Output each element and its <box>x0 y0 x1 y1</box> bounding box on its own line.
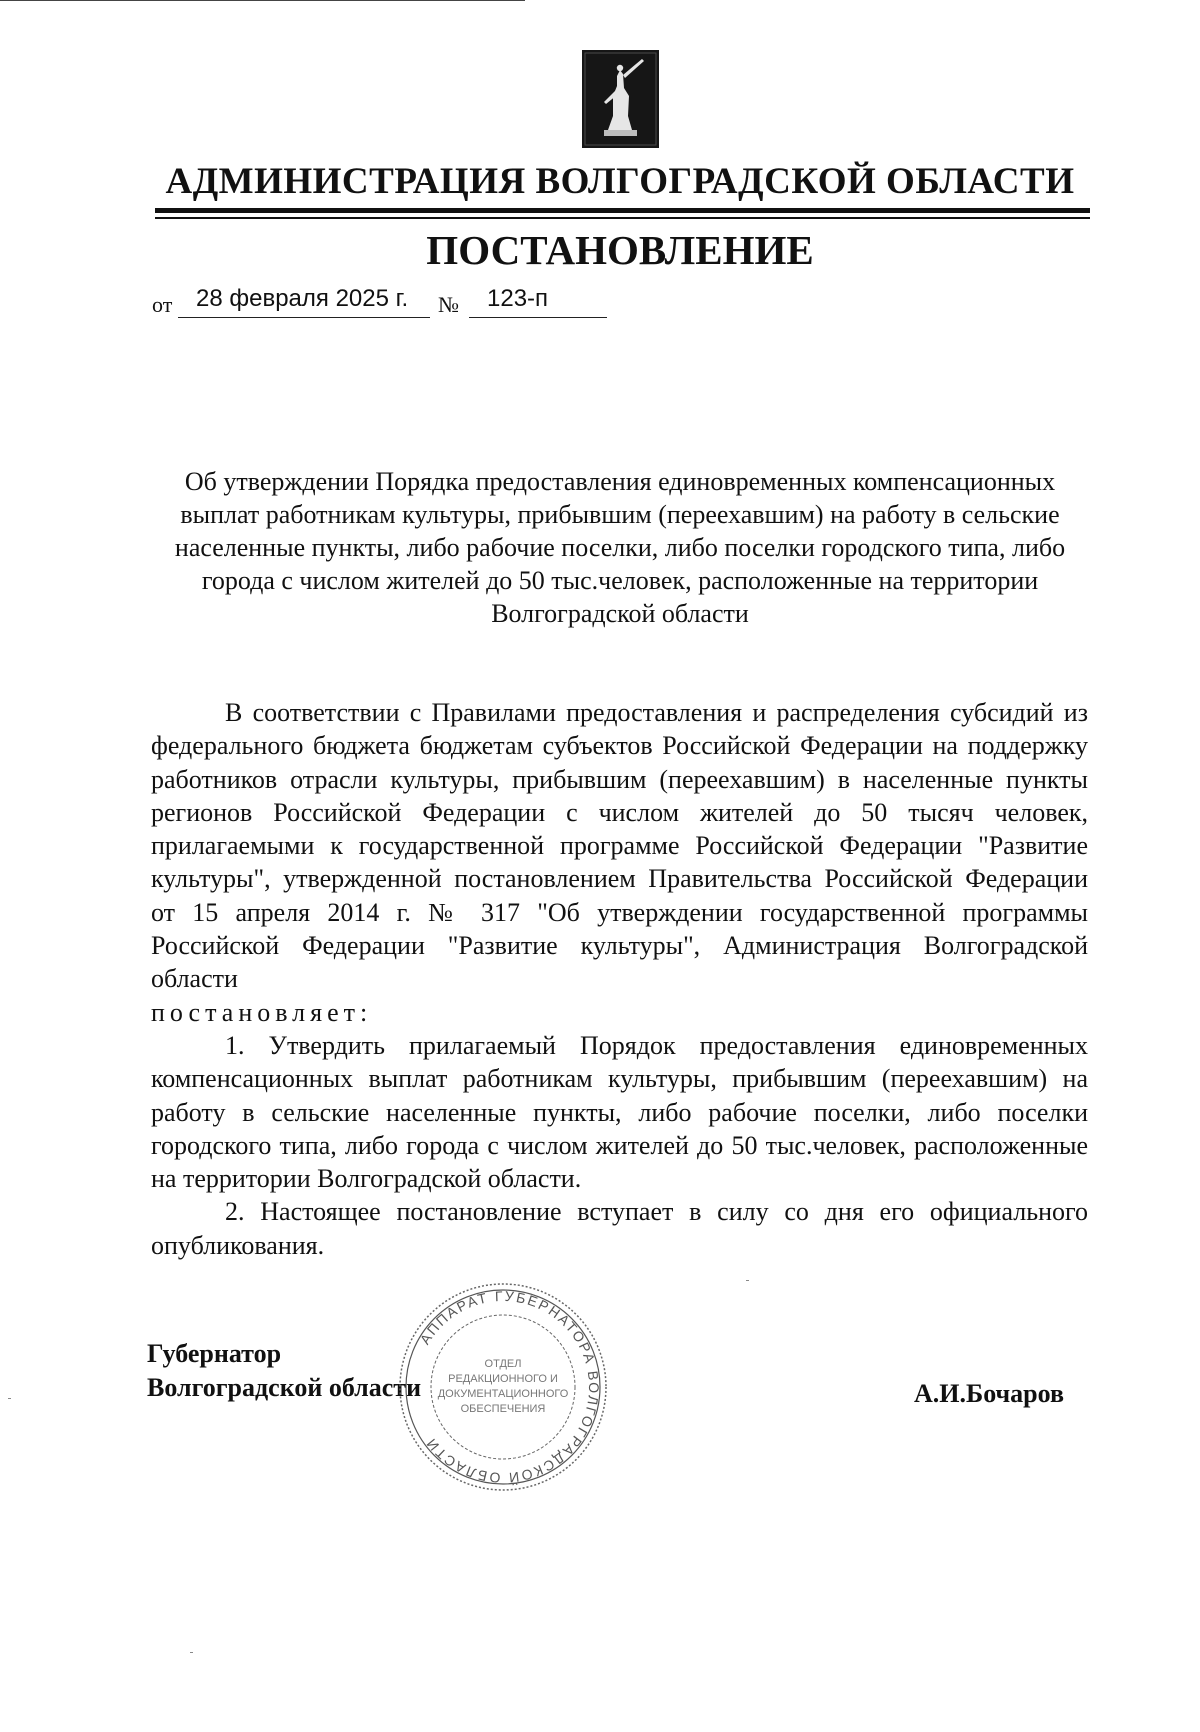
stamp-inner-line-4: ОБЕСПЕЧЕНИЯ <box>460 1403 546 1415</box>
scan-speck <box>746 1280 749 1281</box>
number-prefix: № <box>438 292 459 317</box>
stamp-inner-line-1: ОТДЕЛ <box>484 1358 522 1370</box>
stamp-inner-line-2: РЕДАКЦИОННОГО И <box>448 1373 558 1385</box>
resolution-item-1: 1. Утвердить прилагаемый Порядок предоставления единовременных компенсационных выплат работникам культуры, прибывшим (переехавшим) на работу в сельские населенные пункты, либо рабочие поселки, либо поселки городского типа, либо города с числом жителей до 50 тыс.человек, расположенные на территории Волгоградской области. <box>151 1030 1088 1194</box>
organization-name: АДМИНИСТРАЦИЯ ВОЛГОГРАДСКОЙ ОБЛАСТИ <box>165 161 1075 202</box>
stamp-inner-line-3: ДОКУМЕНТАЦИОННОГО <box>437 1388 569 1400</box>
resolves-word: постановляет: <box>151 997 373 1027</box>
registration-line <box>152 282 622 322</box>
scan-speck <box>190 1652 193 1653</box>
header-divider-thick <box>155 208 1090 213</box>
document-body <box>151 696 1088 1262</box>
stamp-outer-text: АППАРАТ ГУБЕРНАТОРА ВОЛГОГРАДСКОЙ ОБЛАСТИ <box>416 1287 603 1487</box>
document-title: Об утверждении Порядка предоставления единовременных компенсационных выплат работникам культуры, прибывшим (переехавшим) на работу в сельские населенные пункты, либо рабочие поселки, либо поселки городского типа, либо города с числом жителей до 50 тыс.человек, расположенные на территории Волгоградской области <box>174 467 1066 628</box>
signer-position-line-1: Губернатор <box>147 1339 282 1368</box>
document-number: 123-п <box>469 284 607 318</box>
signer-name: А.И.Бочаров <box>914 1379 1065 1408</box>
header-divider-thin <box>155 217 1090 219</box>
signer-position <box>147 1337 421 1405</box>
scan-speck <box>8 1398 11 1399</box>
volgograd-coat-of-arms-icon <box>582 50 659 148</box>
date-prefix: от <box>152 292 173 317</box>
document-date: 28 февраля 2025 г. <box>178 284 430 318</box>
resolution-item-2: 2. Настоящее постановление вступает в силу со дня его официального опубликования. <box>151 1197 1088 1260</box>
signer-position-line-2: Волгоградской области <box>147 1373 422 1402</box>
official-seal-stamp <box>396 1280 610 1494</box>
document-type: ПОСТАНОВЛЕНИЕ <box>426 227 814 273</box>
scan-edge-line <box>0 0 525 1</box>
preamble-paragraph: В соответствии с Правилами предоставления и распределения субсидий из федерального бюджета бюджетам субъектов Российской Федерации на поддержку работников отрасли культуры, прибывшим (переехавшим) в населенные пункты регионов Российской Федерации с числом жителей до 50 тысяч человек, прилагаемыми к государственной программе Российской Федерации "Развитие культуры", утвержденной постановлением Правительства Российской Федерации от 15 апреля 2014 г. № 317 "Об утверждении государственной программы Российской Федерации "Развитие культуры", Администрация Волгоградской области <box>151 698 1088 994</box>
